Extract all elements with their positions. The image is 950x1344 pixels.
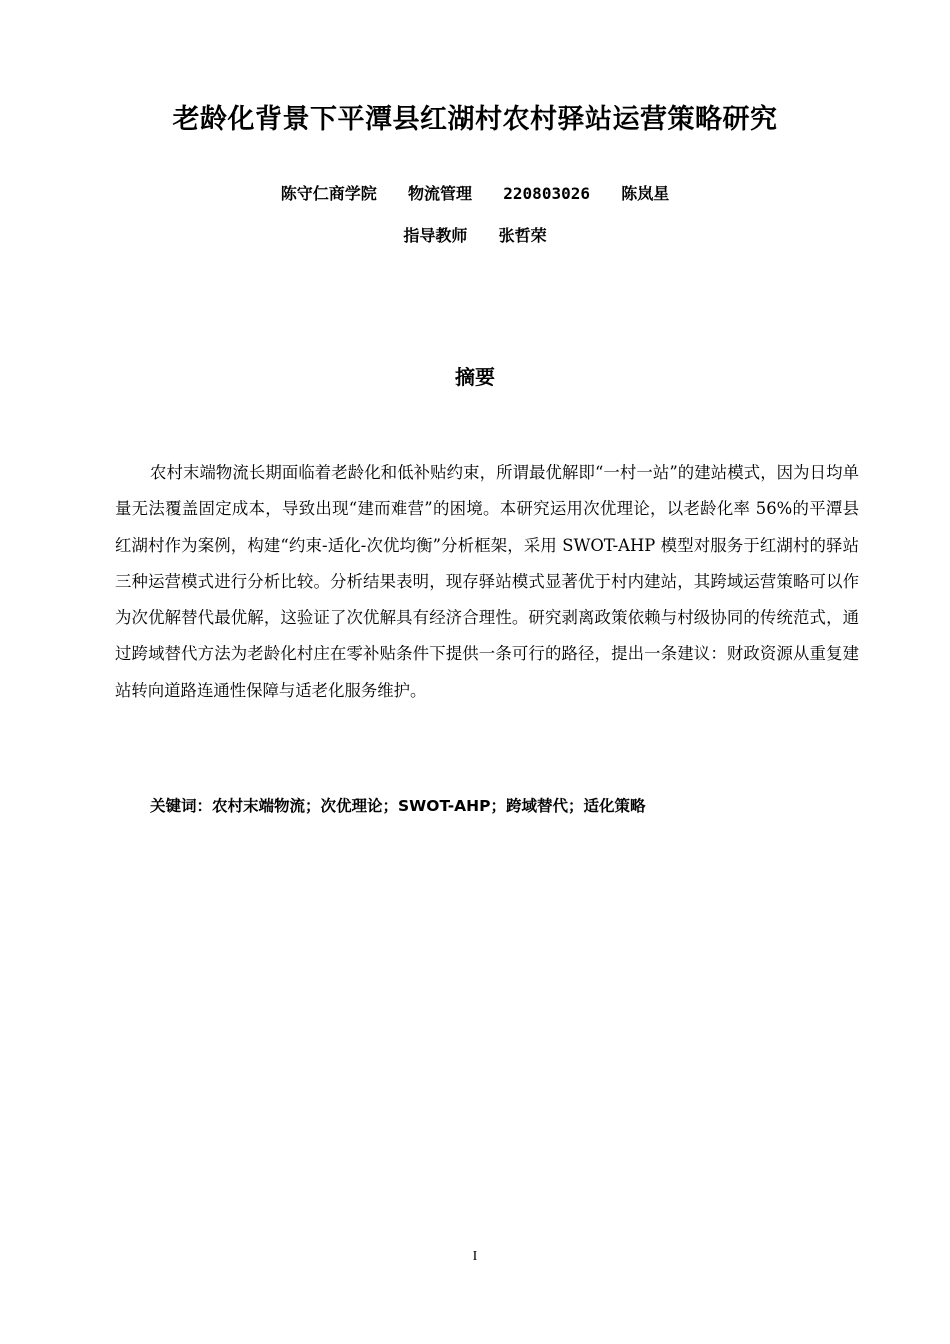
author-info: 陈守仁商学院 物流管理 220803026 陈岚星 xyxy=(280,184,670,203)
abstract-heading: 摘要 xyxy=(455,365,495,389)
advisor-info: 指导教师 张哲荣 xyxy=(403,226,547,245)
keywords-line: 关键词：农村末端物流；次优理论；SWOT-AHP；跨域替代；适化策略 xyxy=(150,797,646,815)
abstract-body: 农村末端物流长期面临着老龄化和低补贴约束，所谓最优解即“一村一站”的建站模式，因为日均单量无法覆盖固定成本，导致出现“建而难营”的困境。本研究运用次优理论，以老龄化率 56%的平潭县红湖村作为案例，构建“约束-适化-次优均衡”分析框架，采用 SWOT-AHP 模型对服务于红湖村的驿站三种运营模式进行分析比较。分析结果表明，现存驿站模式显著优于村内建站，其跨域运营策略可以作为次优解替代最优解，这验证了次优解具有经济合理性。研究剥离政策依赖与村级协同的传统范式，通过跨域替代方法为老龄化村庄在零补贴条件下提供一条可行的路径，提出一条建议：财政资源从重复建站转向道路连通性保障与适老化服务维护。 xyxy=(115,463,859,700)
page-number: I xyxy=(472,1249,478,1264)
paper-title: 老龄化背景下平潭县红湖村农村驿站运营策略研究 xyxy=(172,104,778,135)
